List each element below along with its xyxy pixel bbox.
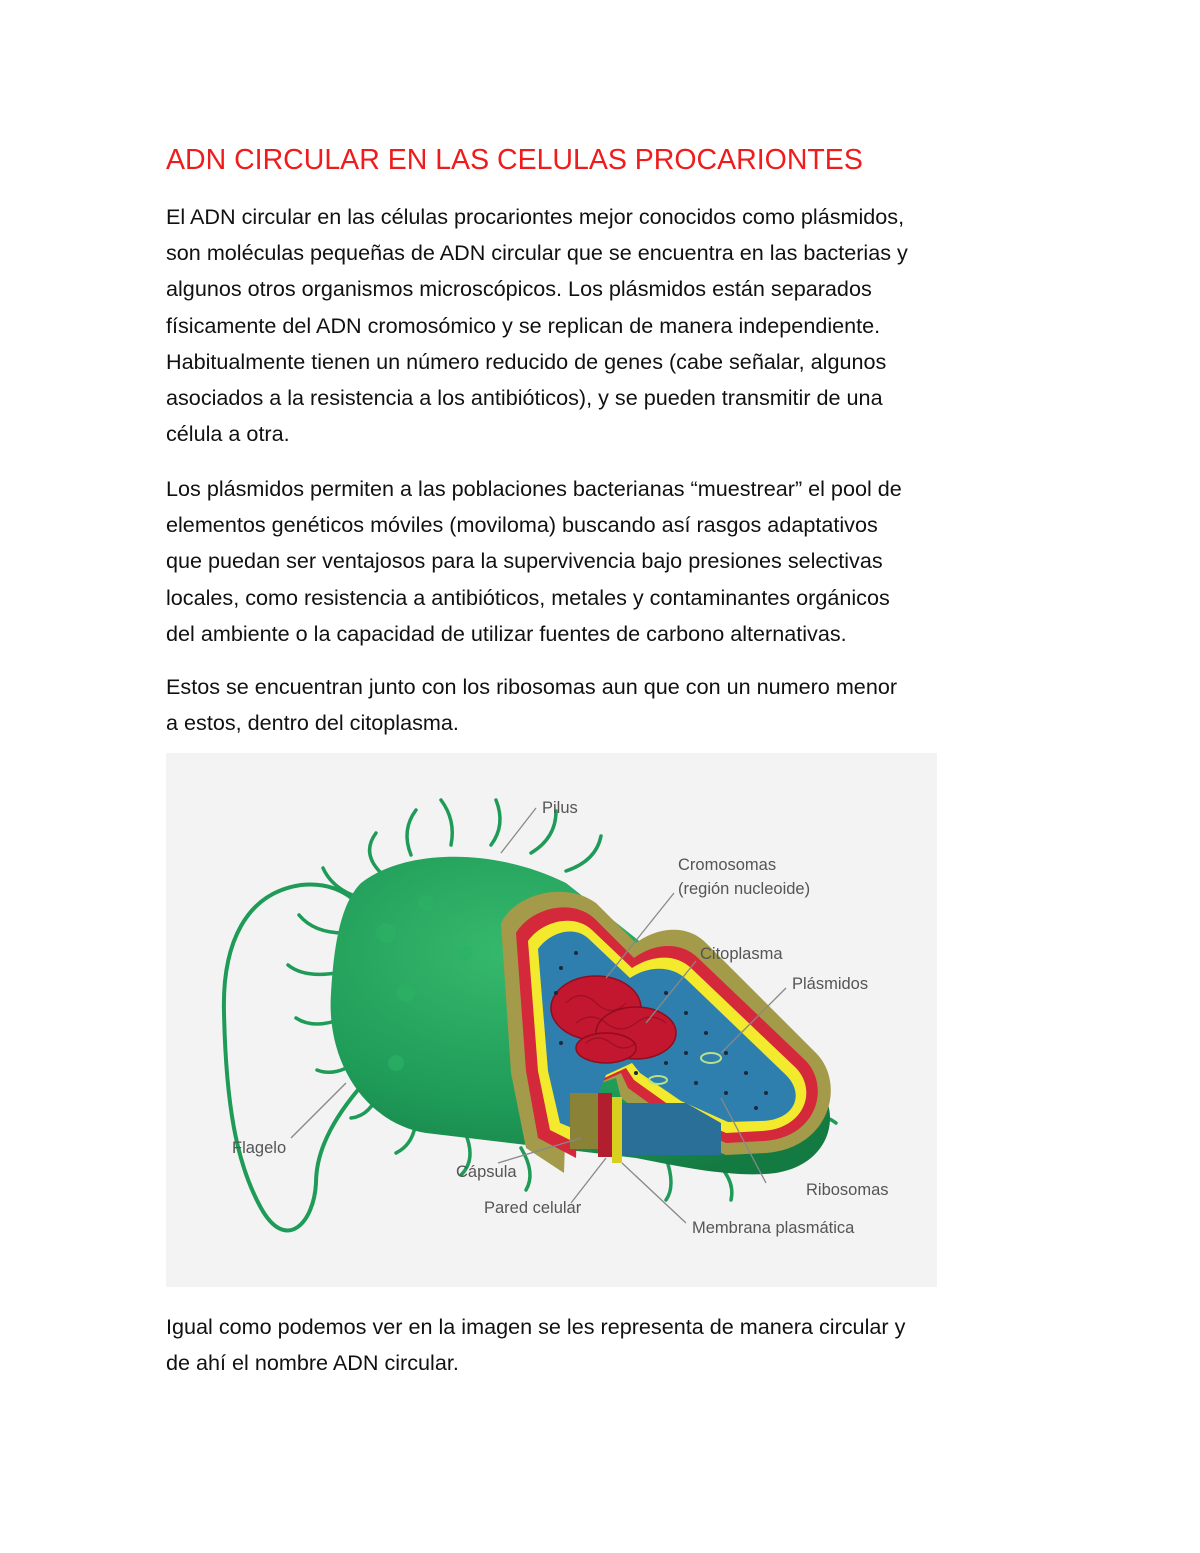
text-line: de ahí el nombre ADN circular. — [166, 1350, 459, 1376]
text-line: elementos genéticos móviles (moviloma) buscando así rasgos adaptativos — [166, 512, 878, 538]
label-pilus: Pilus — [542, 799, 578, 817]
page-title: ADN CIRCULAR EN LAS CELULAS PROCARIONTES — [166, 144, 863, 176]
text-line: locales, como resistencia a antibióticos, metales y contaminantes orgánicos — [166, 584, 890, 610]
label-region-nucleoide: (región nucleoide) — [678, 880, 811, 898]
paragraph-1 — [166, 199, 1046, 452]
text-line: algunos otros organismos microscópicos. Los plásmidos están separados — [166, 276, 872, 302]
text-line: Los plásmidos permiten a las poblaciones bacterianas “muestrear” el pool de — [166, 476, 902, 501]
bacteria-diagram — [166, 753, 937, 1287]
label-cromosomas: Cromosomas — [678, 856, 777, 874]
text-line: Igual como podemos ver en la imagen se les representa de manera circular y — [166, 1314, 906, 1339]
text-line: Estos se encuentran junto con los ribosomas aun que con un numero menor — [166, 674, 898, 699]
paragraph-2 — [166, 471, 1046, 652]
text-line: El ADN circular en las células procariontes mejor conocidos como plásmidos, — [166, 204, 905, 229]
paragraph-4 — [166, 1309, 1046, 1381]
label-citoplasma: Citoplasma — [700, 945, 783, 963]
label-pared-celular: Pared celular — [484, 1199, 582, 1217]
text-line: que puedan ser ventajosos para la supervivencia bajo presiones selectivas — [166, 548, 883, 574]
text-line: físicamente del ADN cromosómico y se replican de manera independiente. — [166, 312, 881, 338]
text-line: del ambiente o la capacidad de utilizar fuentes de carbono alternativas. — [166, 620, 847, 646]
text-line: Habitualmente tienen un número reducido de genes (cabe señalar, algunos — [166, 348, 887, 374]
paragraph-3 — [166, 669, 1046, 741]
label-plasmidos: Plásmidos — [792, 975, 869, 993]
label-flagelo: Flagelo — [232, 1139, 287, 1157]
label-ribosomas: Ribosomas — [806, 1181, 889, 1199]
text-line: son moléculas pequeñas de ADN circular que se encuentra en las bacterias y — [166, 240, 908, 266]
text-line: a estos, dentro del citoplasma. — [166, 710, 459, 736]
text-line: célula a otra. — [166, 421, 290, 447]
label-membrana-plasmatica: Membrana plasmática — [692, 1219, 855, 1237]
label-capsula: Cápsula — [456, 1163, 517, 1181]
text-line: asociados a la resistencia a los antibióticos), y se pueden transmitir de una — [166, 385, 883, 411]
